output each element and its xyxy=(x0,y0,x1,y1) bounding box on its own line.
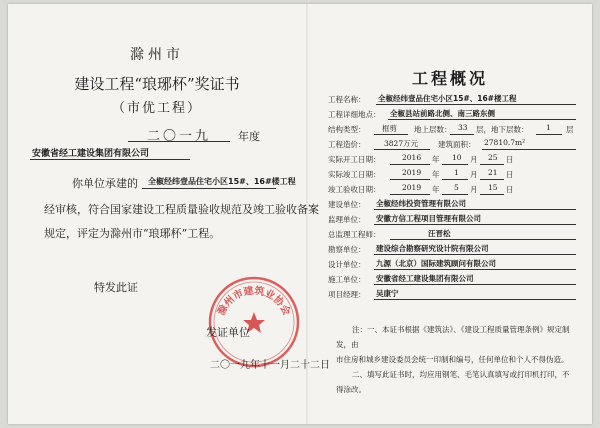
field-value: 3827万元 xyxy=(384,139,419,148)
field-value: 全椒县站前路北侧、南三路东侧 xyxy=(390,109,495,118)
date-year: 2019 xyxy=(402,168,422,177)
above-ground-floors: 33 xyxy=(458,123,468,132)
field-design-unit xyxy=(328,257,580,271)
field-label: 工程详细地点： xyxy=(328,110,381,119)
area-value: 27810.7m² xyxy=(484,138,526,147)
certificate-sheet xyxy=(8,4,592,424)
field-label: 监理单位： xyxy=(328,215,366,224)
field-label: 施工单位： xyxy=(328,275,366,284)
field-cost xyxy=(328,137,580,151)
project-name-inline: 全椒经纬壹品住宅小区15#、16#楼工程 xyxy=(148,177,296,186)
project-overview-page xyxy=(308,4,592,424)
overview-title: 工程概况 xyxy=(411,69,488,88)
field-structure xyxy=(328,122,580,136)
below-ground-floors: 1 xyxy=(546,123,551,132)
field-label: 实际竣工日期： xyxy=(328,170,381,179)
project-underline xyxy=(142,188,276,189)
field-label: 工程名称： xyxy=(328,95,366,104)
note-line-1: 注：一、本证书根据《建筑法》、《建设工程质量管理条例》规定制发，由 xyxy=(336,325,570,349)
field-contractor xyxy=(328,272,580,286)
field-value: 全椒经纬壹品住宅小区15#、16#楼工程 xyxy=(378,94,517,103)
field-value: 框剪 xyxy=(382,124,397,133)
certificate-notes xyxy=(336,322,574,397)
field-value: 九源（北京）国际建筑顾问有限公司 xyxy=(376,259,496,268)
date-month: 1 xyxy=(454,168,459,177)
field-label: 勘察单位： xyxy=(328,245,366,254)
note-line-2: 市住房和城乡建设委员会统一印制和编号，任何单位和个人不得伪造。 xyxy=(336,355,569,364)
below-ground-label: 层，地下层数： xyxy=(476,125,529,134)
date-day: 25 xyxy=(488,153,498,162)
body-prefix: 你单位承建的 xyxy=(72,177,138,190)
date-year: 2016 xyxy=(402,153,422,162)
award-year-suffix: 年度 xyxy=(238,130,260,143)
field-label: 总监理工程师： xyxy=(328,230,381,239)
certificate-left-page xyxy=(8,4,330,424)
field-label: 工程造价： xyxy=(328,140,366,149)
date-year: 2019 xyxy=(402,183,422,192)
field-chief-supervisor xyxy=(328,227,580,241)
field-value: 全椒经纬投资管理有限公司 xyxy=(376,199,466,208)
field-project-manager xyxy=(328,287,580,301)
seal-text: 滁州市建筑业协会 xyxy=(216,285,292,318)
field-value: 建设综合勘察研究设计院有限公司 xyxy=(376,244,489,253)
award-year: 二〇一九 xyxy=(146,129,211,144)
award-title: 建设工程“琅琊杯”奖证书 xyxy=(74,75,240,93)
field-builder xyxy=(328,197,580,211)
winner-underline xyxy=(30,159,190,160)
field-label: 建设单位： xyxy=(328,200,366,209)
field-value: 安徽方信工程项目管理有限公司 xyxy=(376,214,481,223)
field-label: 实际开工日期： xyxy=(328,155,381,164)
body-line-3: 规定，评定为滁州市“琅琊杯”工程。 xyxy=(44,227,221,240)
field-value: 汪晋松 xyxy=(428,229,451,238)
field-survey-unit xyxy=(328,242,580,256)
floor-unit: 层 xyxy=(566,125,574,134)
issue-date: 二〇一九年十一月二十二日 xyxy=(210,360,330,371)
date-month: 5 xyxy=(454,183,459,192)
field-finish-date: 实际竣工日期： 2019 年 1 月 21 日 xyxy=(328,168,514,179)
above-ground-label: 地上层数： xyxy=(414,125,452,134)
field-address xyxy=(328,107,580,121)
field-start-date: 实际开工日期： 2016 年 10 月 25 日 xyxy=(328,153,514,164)
area-label: 建筑面积： xyxy=(438,140,476,149)
field-label: 设计单位： xyxy=(328,260,366,269)
city-title: 滁州市 xyxy=(130,47,184,63)
field-label: 项目经理： xyxy=(328,290,366,299)
date-month: 10 xyxy=(452,153,462,162)
winner-company: 安徽省经工建设集团有限公司 xyxy=(32,149,150,159)
field-label: 结构类型： xyxy=(328,125,366,134)
date-day: 21 xyxy=(488,168,498,177)
note-line-3: 二、填写此证书时，均应用钢笔、毛笔认真填写或打印机打印，不得涂改。 xyxy=(336,370,570,394)
date-day: 15 xyxy=(488,183,498,192)
issuer-label: 发证单位 xyxy=(206,326,250,339)
field-label: 竣工验收日期： xyxy=(328,185,381,194)
field-value: 安徽省经工建设集团有限公司 xyxy=(376,274,474,283)
award-level: （市优工程） xyxy=(111,101,202,116)
field-project-name xyxy=(328,92,580,106)
body-line-2: 经审核，符合国家建设工程质量验收规范及竣工验收备案 xyxy=(44,203,319,216)
special-issue-text: 特发此证 xyxy=(94,281,138,294)
field-acceptance-date: 竣工验收日期： 2019 年 5 月 15 日 xyxy=(328,183,514,194)
field-supervisor xyxy=(328,212,580,226)
field-value: 吴康宁 xyxy=(376,289,399,298)
